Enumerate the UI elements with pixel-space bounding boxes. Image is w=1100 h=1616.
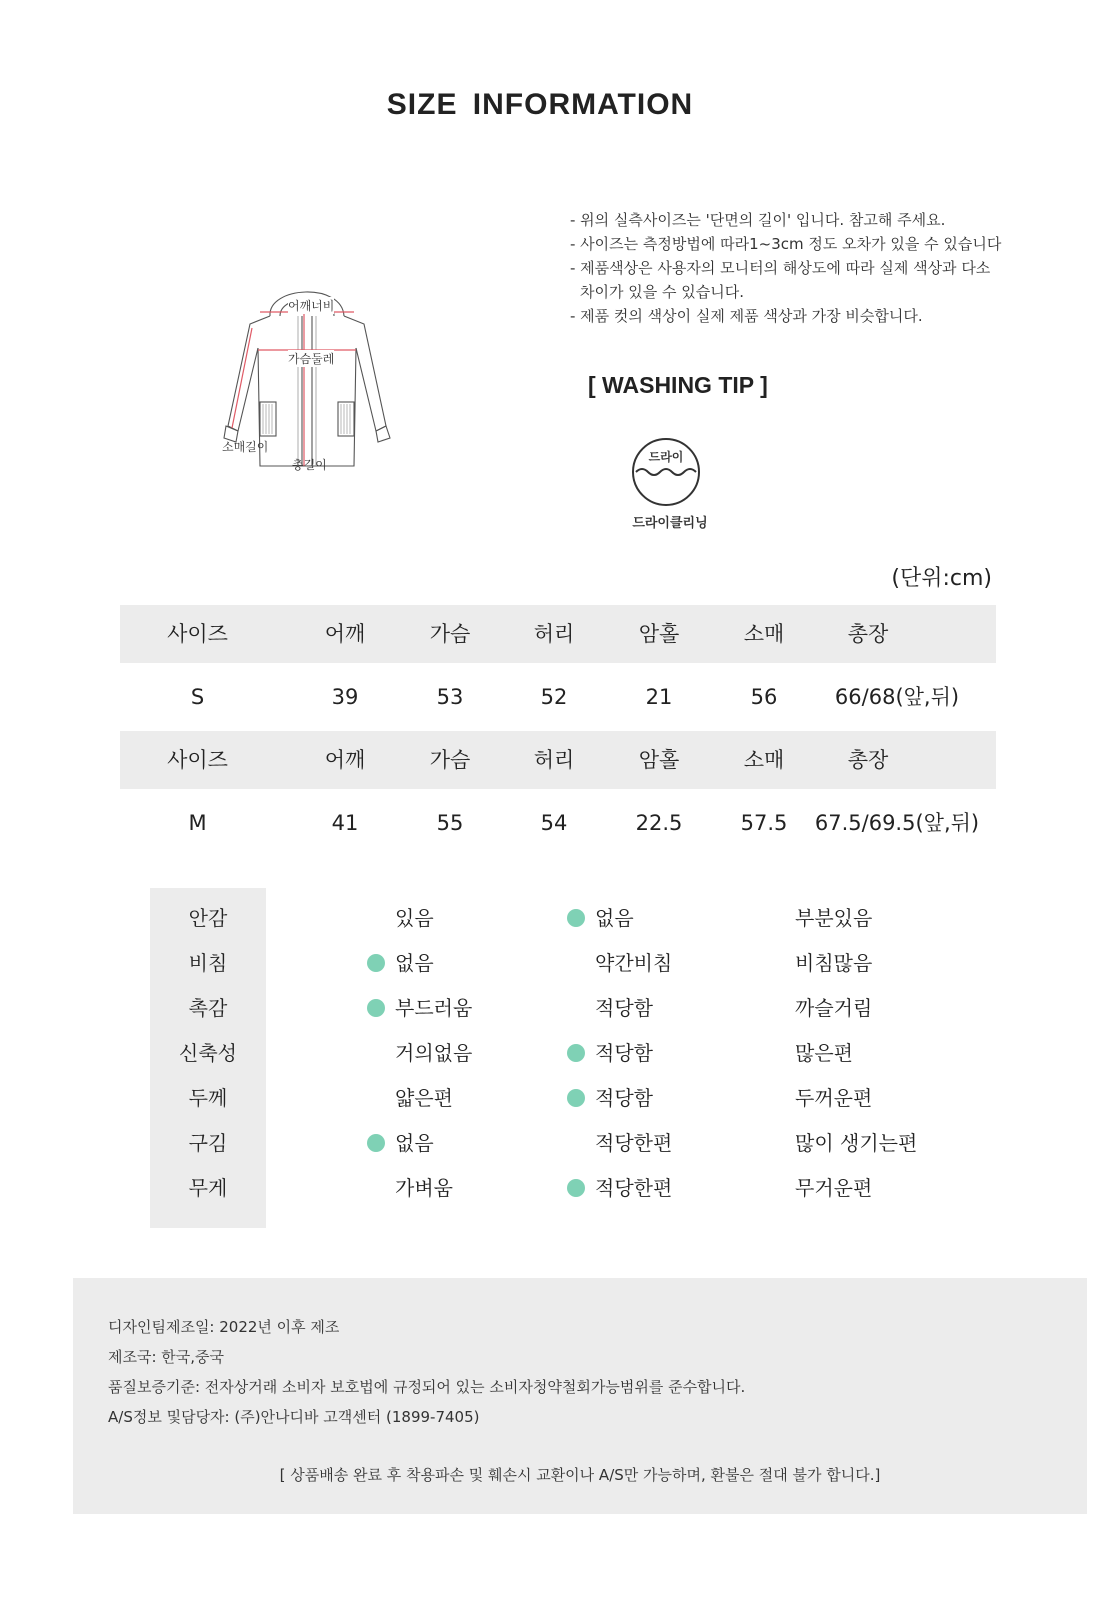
size-notes <box>570 208 1090 328</box>
fabric-row-label: 무게 <box>188 1176 228 1200</box>
selected-indicator-dot <box>367 1134 385 1152</box>
fabric-option: 없음 <box>395 1131 434 1155</box>
size-cell: 66/68(앞,뒤) <box>834 685 960 709</box>
label-total-length: 총길이 <box>292 458 327 472</box>
header-cell: 총장 <box>847 748 889 772</box>
fabric-row-label: 안감 <box>188 906 228 930</box>
note-line: - 제품 컷의 색상이 실제 제품 색상과 가장 비슷합니다. <box>570 307 923 325</box>
size-cell: 41 <box>331 811 359 835</box>
size-cell: M <box>188 811 207 835</box>
dry-clean-icon <box>630 436 702 512</box>
fabric-row-label: 비침 <box>188 951 228 975</box>
fabric-option: 무거운편 <box>795 1176 873 1200</box>
size-cell: 57.5 <box>740 811 788 835</box>
header-cell: 사이즈 <box>167 748 228 772</box>
size-cell: 56 <box>750 685 778 709</box>
header-cell: 사이즈 <box>167 622 228 646</box>
fabric-option: 적당한편 <box>595 1131 673 1155</box>
header-cell: 어깨 <box>324 748 366 772</box>
fabric-option: 가벼움 <box>395 1176 453 1200</box>
header-cell: 암홀 <box>638 748 680 772</box>
fabric-row-label: 촉감 <box>188 996 228 1020</box>
washing-tip-title: [ WASHING TIP ] <box>588 372 768 398</box>
fabric-option: 두꺼운편 <box>795 1086 873 1110</box>
fabric-option: 없음 <box>395 951 434 975</box>
fabric-option: 비침많음 <box>795 951 873 975</box>
label-shoulder-width: 어깨너비 <box>288 299 335 313</box>
selected-indicator-dot <box>567 1044 585 1062</box>
fabric-row <box>150 896 1050 941</box>
size-cell: 39 <box>331 685 359 709</box>
info-quality-standard: 품질보증기준: 전자상거래 소비자 보호법에 규정되어 있는 소비자청약철회가능범위를 준수합니다. <box>108 1378 746 1396</box>
label-chest: 가슴둘레 <box>288 352 335 366</box>
size-table-header <box>120 731 996 789</box>
fabric-option: 적당함 <box>595 1086 653 1110</box>
fabric-row-label: 두께 <box>188 1086 228 1110</box>
fabric-option: 많은편 <box>795 1041 853 1065</box>
fabric-option: 부드러움 <box>395 996 473 1020</box>
size-row-s <box>120 668 996 726</box>
size-row-m <box>120 794 996 852</box>
selected-indicator-dot <box>567 1179 585 1197</box>
fabric-option: 적당함 <box>595 996 653 1020</box>
selected-indicator-dot <box>367 999 385 1017</box>
note-line: - 사이즈는 측정방법에 따라1~3cm 정도 오차가 있을 수 있습니다 <box>570 235 1002 253</box>
fabric-row <box>150 1076 1050 1121</box>
fabric-option: 약간비침 <box>595 951 673 975</box>
fabric-option: 얇은편 <box>395 1086 453 1110</box>
info-country: 제조국: 한국,중국 <box>108 1348 225 1366</box>
fabric-row <box>150 1121 1050 1166</box>
fabric-option: 적당한편 <box>595 1176 673 1200</box>
fabric-row <box>150 1031 1050 1076</box>
label-sleeve-length: 소매길이 <box>222 440 269 454</box>
size-cell: 55 <box>436 811 464 835</box>
note-line: 차이가 있을 수 있습니다. <box>580 283 744 301</box>
size-cell: S <box>190 685 205 709</box>
info-manufacture-date: 디자인팀제조일: 2022년 이후 제조 <box>108 1318 340 1336</box>
fabric-row <box>150 986 1050 1031</box>
header-cell: 가슴 <box>429 748 471 772</box>
size-table-header <box>120 605 996 663</box>
header-cell: 허리 <box>533 622 575 646</box>
size-table <box>120 605 996 850</box>
fabric-row <box>150 1166 1050 1211</box>
selected-indicator-dot <box>367 954 385 972</box>
fabric-option: 많이 생기는편 <box>795 1131 918 1155</box>
fabric-option: 없음 <box>595 906 634 930</box>
product-info-box <box>73 1278 1087 1514</box>
page-title: SIZE INFORMATION <box>386 88 694 121</box>
header-cell: 어깨 <box>324 622 366 646</box>
fabric-characteristics <box>150 888 1050 1228</box>
header-cell: 가슴 <box>429 622 471 646</box>
size-cell: 53 <box>436 685 464 709</box>
note-line: - 위의 실측사이즈는 '단면의 길이' 입니다. 참고해 주세요. <box>570 211 946 229</box>
size-cell: 21 <box>645 685 673 709</box>
header-cell: 암홀 <box>638 622 680 646</box>
selected-indicator-dot <box>567 909 585 927</box>
header-cell: 소매 <box>743 622 785 646</box>
fabric-option: 있음 <box>395 906 434 930</box>
fabric-row <box>150 941 1050 986</box>
header-cell: 총장 <box>847 622 889 646</box>
refund-notice: [ 상품배송 완료 후 착용파손 및 훼손시 교환이나 A/S만 가능하며, 환불은 절대 불가 합니다.] <box>279 1466 881 1484</box>
fabric-row-label: 신축성 <box>179 1041 237 1065</box>
garment-illustration <box>220 276 400 480</box>
size-cell: 54 <box>540 811 568 835</box>
header-cell: 소매 <box>743 748 785 772</box>
fabric-row-label: 구김 <box>188 1131 228 1155</box>
selected-indicator-dot <box>567 1089 585 1107</box>
unit-label: (단위:cm) <box>891 566 992 591</box>
note-line: - 제품색상은 사용자의 모니터의 해상도에 따라 실제 색상과 다소 <box>570 259 991 277</box>
size-cell: 67.5/69.5(앞,뒤) <box>814 811 980 835</box>
fabric-option: 부분있음 <box>795 906 873 930</box>
fabric-option: 적당함 <box>595 1041 653 1065</box>
size-cell: 22.5 <box>635 811 683 835</box>
dry-clean-label: 드라이클리닝 <box>632 516 708 531</box>
fabric-option: 까슬거림 <box>795 996 873 1020</box>
dry-clean-icon-text: 드라이 <box>648 450 684 464</box>
header-cell: 허리 <box>533 748 575 772</box>
fabric-option: 거의없음 <box>395 1041 473 1065</box>
info-as-contact: A/S정보 및담당자: (주)안나디바 고객센터 (1899-7405) <box>108 1408 480 1426</box>
size-cell: 52 <box>540 685 568 709</box>
